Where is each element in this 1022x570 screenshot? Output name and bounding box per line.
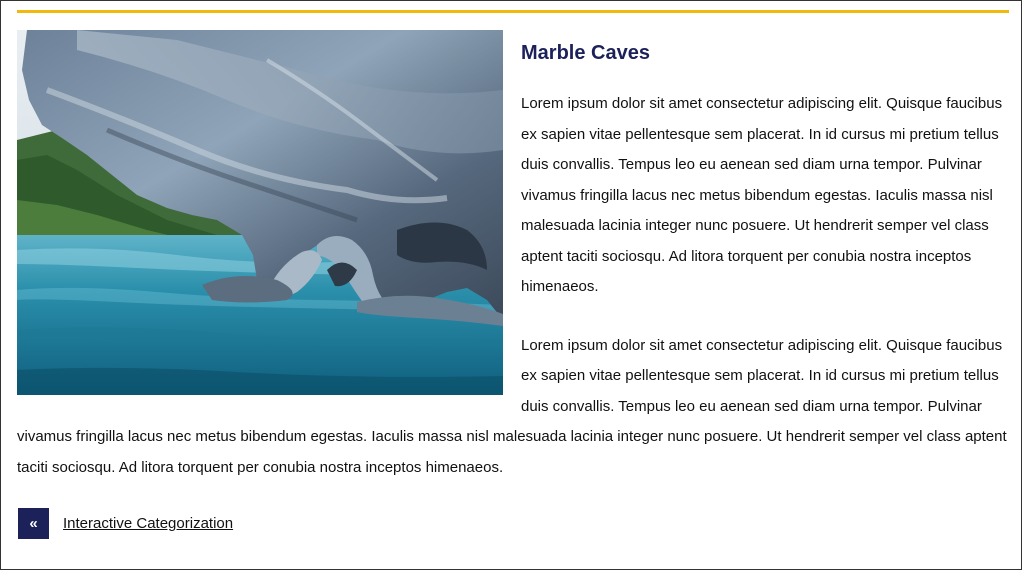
article-paragraph: Lorem ipsum dolor sit amet consectetur adipiscing elit. Quisque faucibus ex sapien vitae pellentesque sem placerat. In id cursus mi pretium tellus duis convallis. Tempus leo eu aenean sed diam urna tempor. Pulvinar vivamus fringilla lacus nec metus bibendum egestas. Iaculis massa nisl malesuada lacinia integer nunc posuere. Ut hendrerit semper vel class aptent taciti sociosqu. Ad litora torquent per conubia nostra inceptos himenaeos. xyxy=(17,336,1007,476)
back-navigation xyxy=(18,508,233,539)
marble-caves-photo xyxy=(17,30,503,395)
article-title: Marble Caves xyxy=(521,42,650,64)
back-arrow-button[interactable]: « xyxy=(18,508,49,539)
article-paragraph: Lorem ipsum dolor sit amet consectetur adipiscing elit. Quisque faucibus ex sapien vitae pellentesque sem placerat. In id cursus mi pretium tellus duis convallis. Tempus leo eu aenean sed diam urna tempor. Pulvinar vivamus fringilla lacus nec metus bibendum egestas. Iaculis massa nisl malesuada lacinia integer nunc posuere. Ut hendrerit semper vel class aptent taciti sociosqu. Ad litora torquent per conubia nostra inceptos himenaeos. xyxy=(521,95,1003,295)
back-link-interactive-categorization[interactable]: Interactive Categorization xyxy=(63,515,234,532)
marble-caves-image xyxy=(17,30,503,395)
top-accent-rule xyxy=(17,10,1009,13)
article xyxy=(17,30,1007,483)
